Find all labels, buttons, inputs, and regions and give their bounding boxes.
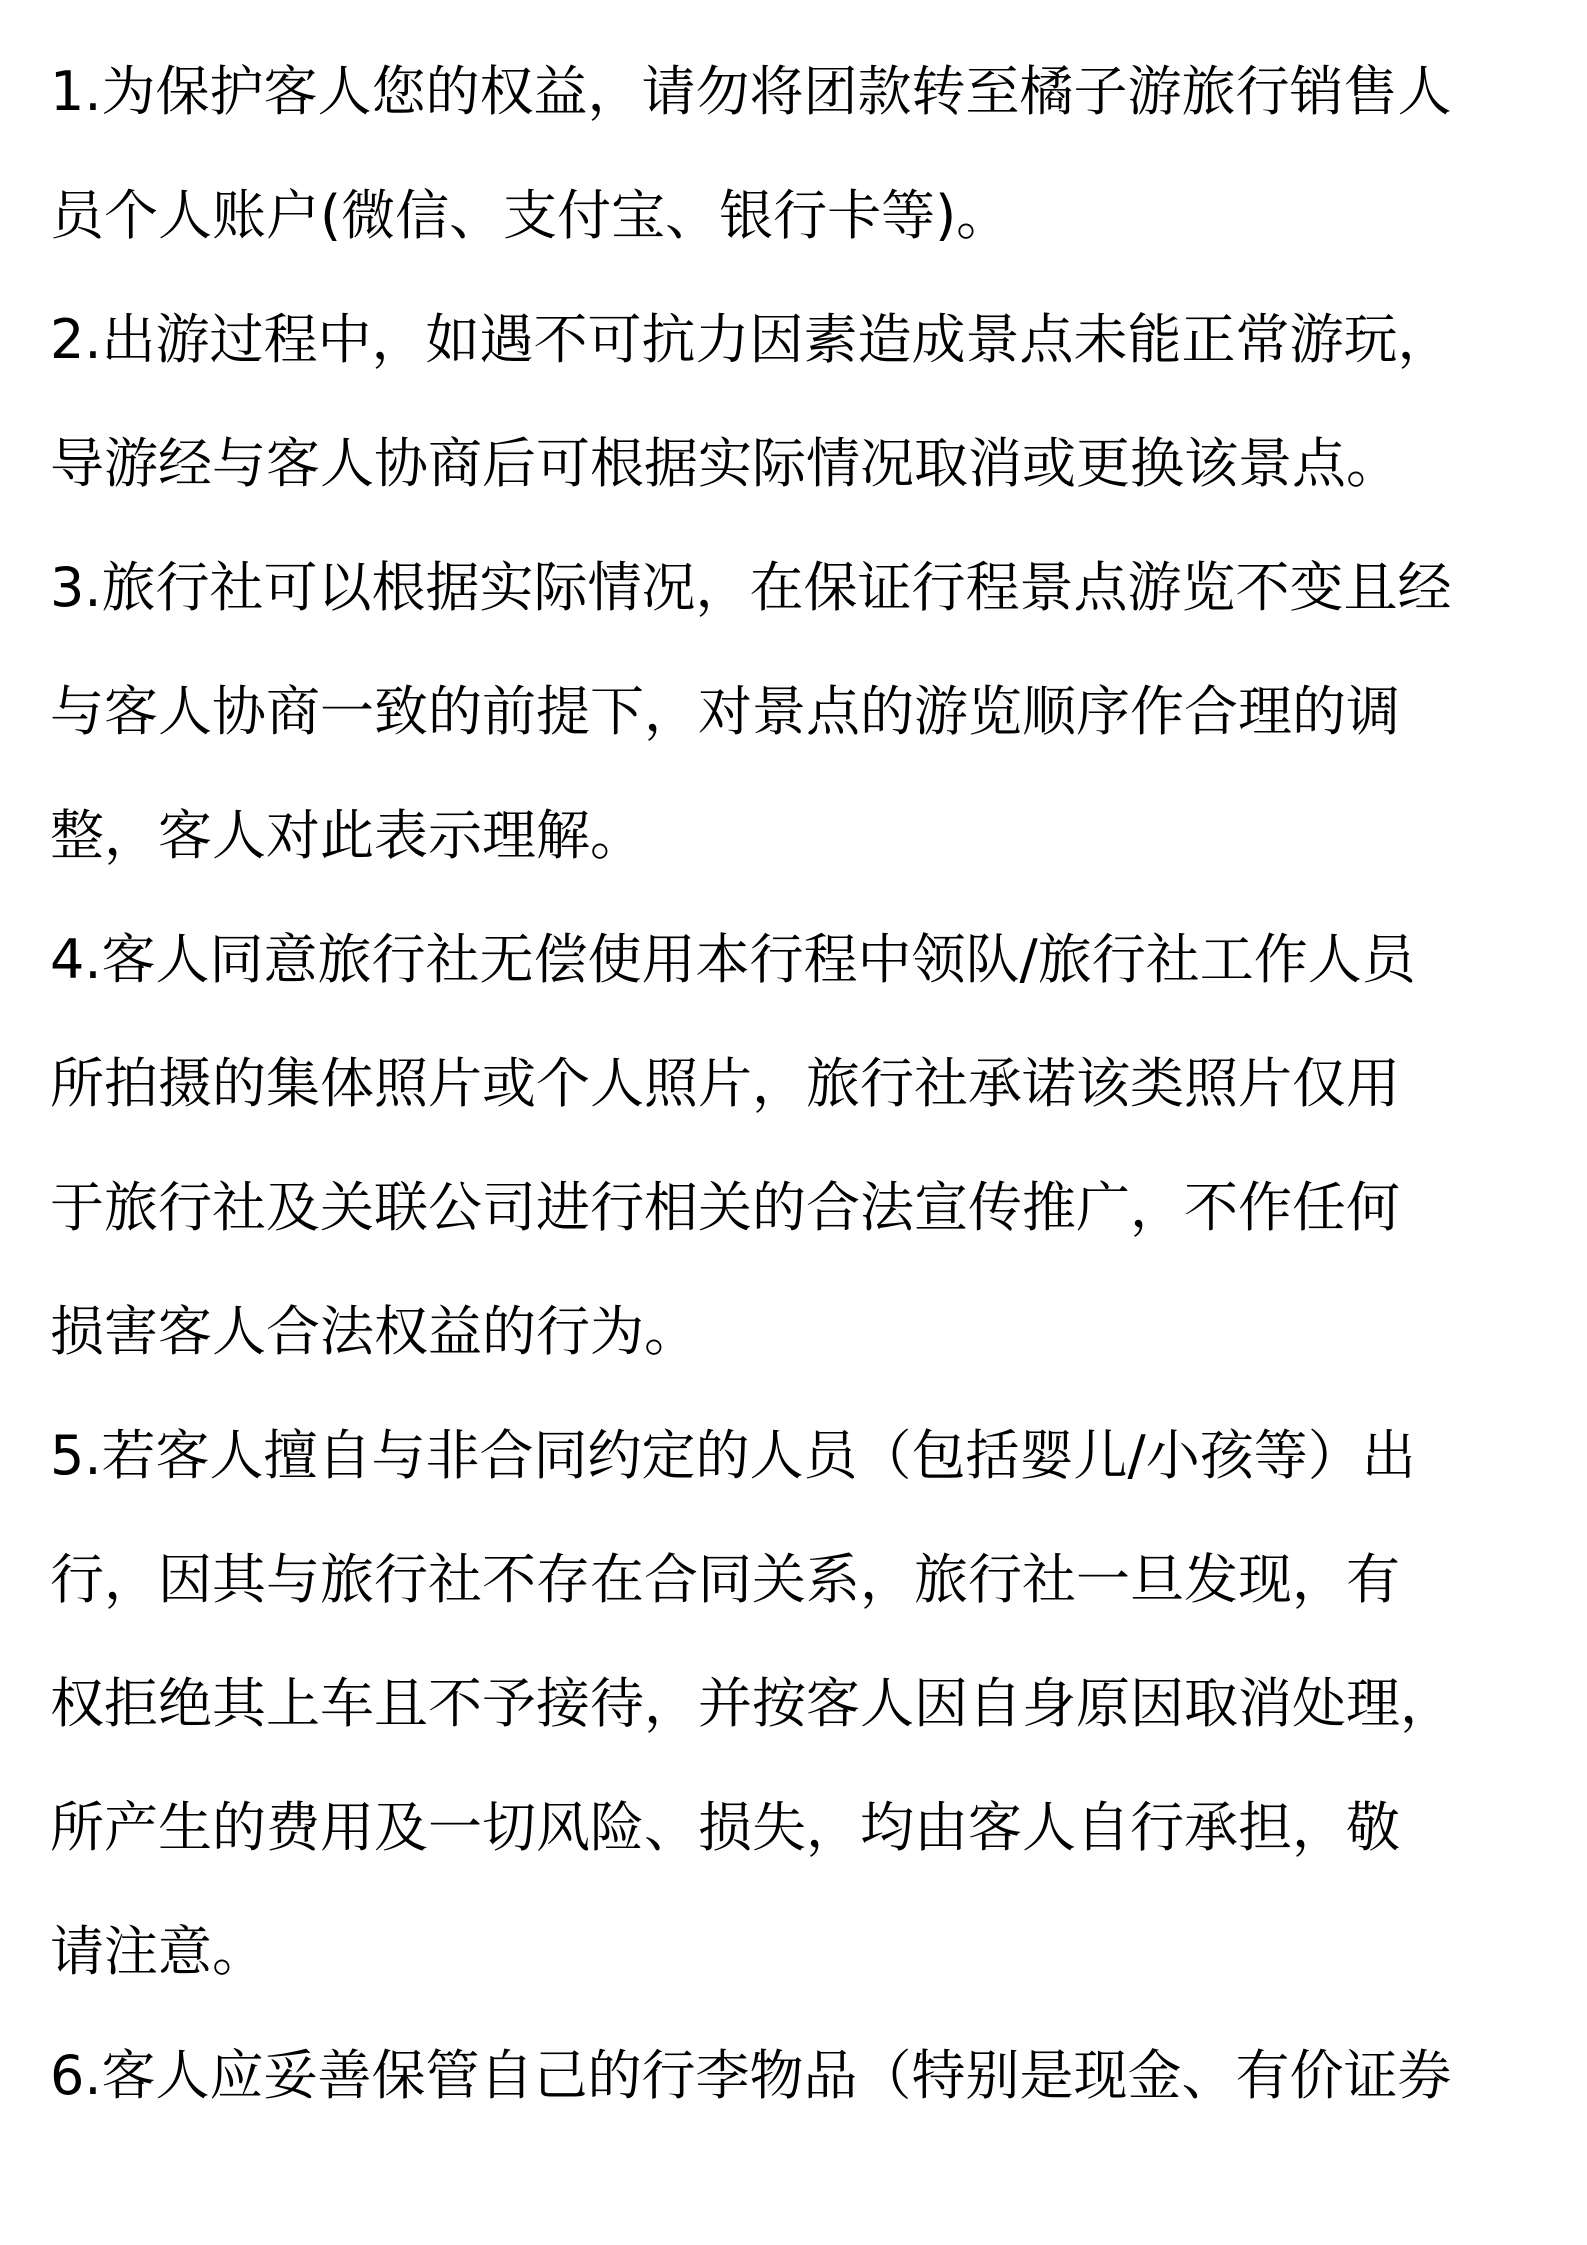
text-line-9: 所拍摄的集体照片或个人照片，旅行社承诺该类照片仅用 [50,1052,1400,1115]
text-line-13: 行，因其与旅行社不存在合同关系，旅行社一旦发现，有 [50,1548,1400,1611]
document-body [50,30,1550,2138]
text-line-17: 6.客人应妥善保管自己的行李物品（特别是现金、有价证券 [50,2044,1452,2107]
text-line-10: 于旅行社及关联公司进行相关的合法宣传推广，不作任何 [50,1176,1400,1239]
text-line-8: 4.客人同意旅行社无偿使用本行程中领队/旅行社工作人员 [50,928,1416,991]
text-line-12: 5.若客人擅自与非合同约定的人员（包括婴儿/小孩等）出 [50,1424,1416,1487]
text-line-6: 与客人协商一致的前提下，对景点的游览顺序作合理的调 [50,680,1400,743]
text-line-7: 整，客人对此表示理解。 [50,804,644,867]
text-line-2: 员个人账户(微信、支付宝、银行卡等)。 [50,184,1011,247]
text-line-5: 3.旅行社可以根据实际情况，在保证行程景点游览不变且经 [50,556,1452,619]
text-line-11: 损害客人合法权益的行为。 [50,1300,698,1363]
text-line-4: 导游经与客人协商后可根据实际情况取消或更换该景点。 [50,432,1400,495]
text-line-3: 2.出游过程中，如遇不可抗力因素造成景点未能正常游玩， [50,308,1452,371]
text-line-16: 请注意。 [50,1920,266,1983]
text-line-14: 权拒绝其上车且不予接待，并按客人因自身原因取消处理， [50,1672,1454,1735]
text-line-1: 1.为保护客人您的权益，请勿将团款转至橘子游旅行销售人 [50,60,1452,123]
text-line-15: 所产生的费用及一切风险、损失，均由客人自行承担，敬 [50,1796,1400,1859]
